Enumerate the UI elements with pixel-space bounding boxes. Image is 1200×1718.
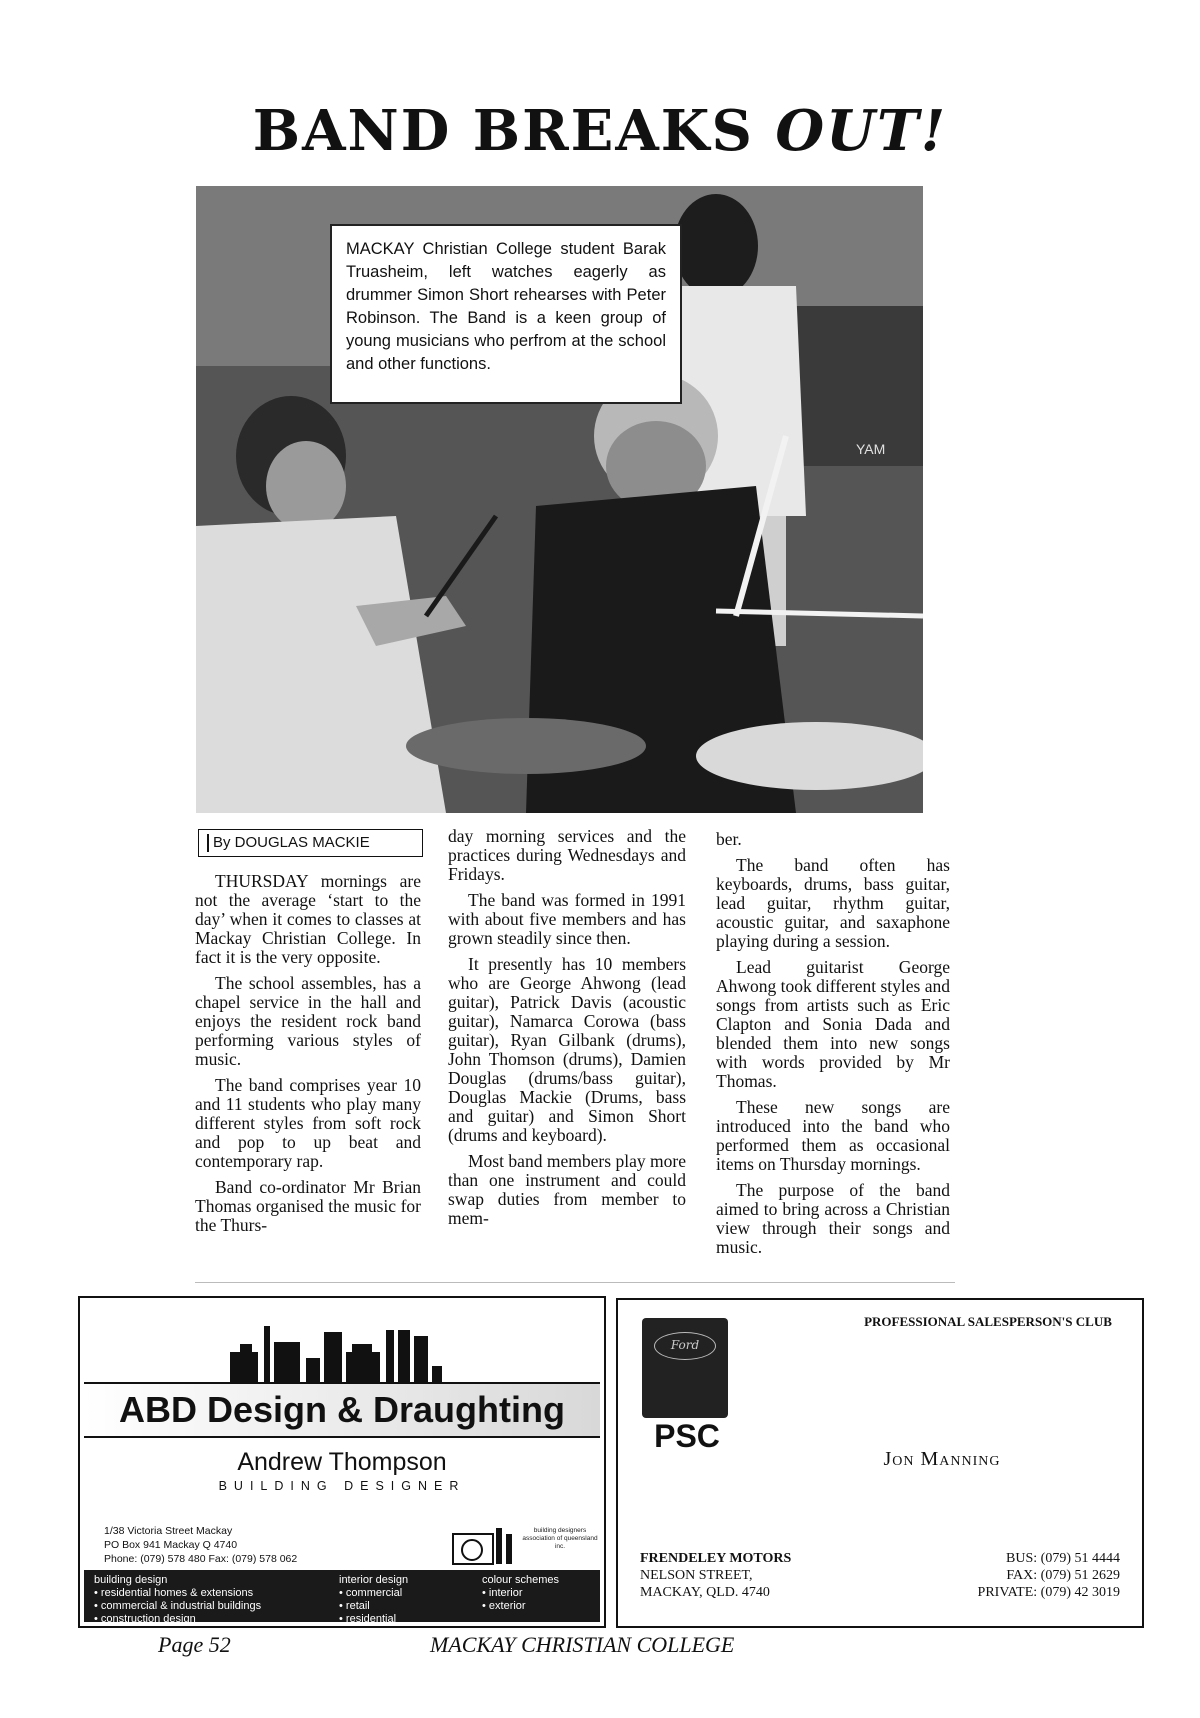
- article-paragraph: It presently has 10 members who are George Ahwong (lead guitar), Patrick Davis (acoustic guitar), Namarca Corowa (bass guitar), Ryan Gilbank (drums), John Thomson (drums), Damien Douglas (drums/bass guitar), Douglas Mackie (Drums, bass and guitar) and Simon Short (drums and keyboard).: [448, 954, 686, 1145]
- dealer-street: NELSON STREET,: [640, 1568, 753, 1583]
- association-logo-icon: [452, 1526, 516, 1566]
- service-item: colour schemes: [482, 1574, 560, 1586]
- article-column-3: [716, 830, 950, 1264]
- article-paragraph: Most band members play more than one instrument and could swap duties from member to mem-: [448, 1151, 686, 1228]
- article-paragraph: The purpose of the band aimed to bring across a Christian view through their songs and music.: [716, 1180, 950, 1257]
- service-item: • construction design: [94, 1613, 196, 1625]
- article-paragraph: Lead guitarist George Ahwong took different styles and songs from artists such as Eric Clapton and Sonia Dada and blended them into new songs with words provided by Mr Thomas.: [716, 957, 950, 1091]
- article-divider: [195, 1282, 955, 1283]
- abd-address-line: PO Box 941 Mackay Q 4740: [104, 1539, 238, 1551]
- headline-out: OUT!: [775, 98, 948, 164]
- ford-logo: Ford: [654, 1332, 716, 1360]
- service-item: building design: [94, 1574, 168, 1586]
- service-item: • commercial: [339, 1587, 403, 1599]
- psc-advertisement: [616, 1298, 1144, 1628]
- phone-numbers: [978, 1550, 1120, 1601]
- dealer-name: FRENDELEY MOTORS: [640, 1551, 792, 1566]
- abd-advertisement: [78, 1296, 606, 1628]
- psc-label: PSC: [654, 1418, 720, 1454]
- footer-school-name: MACKAY CHRISTIAN COLLEGE: [430, 1632, 735, 1657]
- dealer-city: MACKAY, QLD. 4740: [640, 1585, 770, 1600]
- service-item: interior design: [339, 1574, 409, 1586]
- abd-role: BUILDING DESIGNER: [218, 1479, 466, 1493]
- abd-company-name: ABD Design & Draughting: [84, 1382, 600, 1438]
- photo-sign: YAM: [856, 441, 886, 457]
- byline: By DOUGLAS MACKIE: [198, 829, 423, 857]
- article-paragraph: Band co-ordinator Mr Brian Thomas organised the music for the Thurs-: [195, 1177, 421, 1235]
- club-title: PROFESSIONAL SALESPERSON'S CLUB: [864, 1314, 1112, 1329]
- headline-main: BAND BREAKS: [252, 98, 776, 164]
- services-interior: [339, 1574, 408, 1626]
- article-paragraph: The band comprises year 10 and 11 students who play many different styles from soft rock and pop to up beat and contemporary rap.: [195, 1075, 421, 1171]
- article-column-1: [195, 872, 421, 1242]
- phone-private: PRIVATE: (079) 42 3019: [977, 1585, 1120, 1600]
- city-skyline-icon: [230, 1322, 460, 1382]
- abd-address-line: 1/38 Victoria Street Mackay: [104, 1525, 233, 1537]
- article-paragraph: THURSDAY mornings are not the average ‘start to the day’ when it comes to classes at Mackay Christian College. In fact it is the very opposite.: [195, 871, 421, 967]
- article-column-2: [448, 827, 686, 1235]
- service-item: • exterior: [482, 1600, 526, 1612]
- article-paragraph: The band was formed in 1991 with about five members and has grown steadily since then.: [448, 890, 686, 948]
- service-item: • interior: [482, 1587, 523, 1599]
- page-number: Page 52: [158, 1632, 231, 1657]
- article-paragraph: ber.: [716, 829, 742, 849]
- abd-address-line: Phone: (079) 578 480 Fax: (079) 578 062: [104, 1553, 298, 1565]
- ford-badge-icon: [642, 1318, 728, 1418]
- assoc-caption: building designers association of queensland inc.: [522, 1527, 598, 1550]
- salesperson-name: Jon Manning: [883, 1448, 1001, 1470]
- abd-services-bar: [84, 1570, 600, 1625]
- abd-person-name: Andrew Thompson: [237, 1448, 447, 1476]
- service-item: • retail: [339, 1600, 370, 1612]
- article-paragraph: These new songs are introduced into the band who performed them as occasional items on Thursday mornings.: [716, 1097, 950, 1174]
- photo-caption: MACKAY Christian College student Barak Truasheim, left watches eagerly as drummer Simon Short rehearses with Peter Robinson. The Band is a keen group of young musicians who perfrom at the school and other functions.: [330, 224, 682, 404]
- abd-address: [104, 1524, 297, 1566]
- phone-fax: FAX: (079) 51 2629: [1006, 1568, 1120, 1583]
- service-item: • residential homes & extensions: [94, 1587, 254, 1599]
- service-item: • commercial & industrial buildings: [94, 1600, 262, 1612]
- services-colour: [482, 1574, 559, 1613]
- services-building: [94, 1574, 261, 1626]
- phone-bus: BUS: (079) 51 4444: [1006, 1551, 1120, 1566]
- article-paragraph: day morning services and the practices during Wednesdays and Fridays.: [448, 826, 686, 884]
- service-item: • residential: [339, 1613, 397, 1625]
- article-paragraph: The school assembles, has a chapel service in the hall and enjoys the resident rock band performing various styles of music.: [195, 973, 421, 1069]
- dealer-address: [640, 1550, 791, 1601]
- article-paragraph: The band often has keyboards, drums, bass guitar, lead guitar, rhythm guitar, acoustic guitar, and saxaphone playing during a session.: [716, 855, 950, 951]
- headline: [0, 98, 1200, 164]
